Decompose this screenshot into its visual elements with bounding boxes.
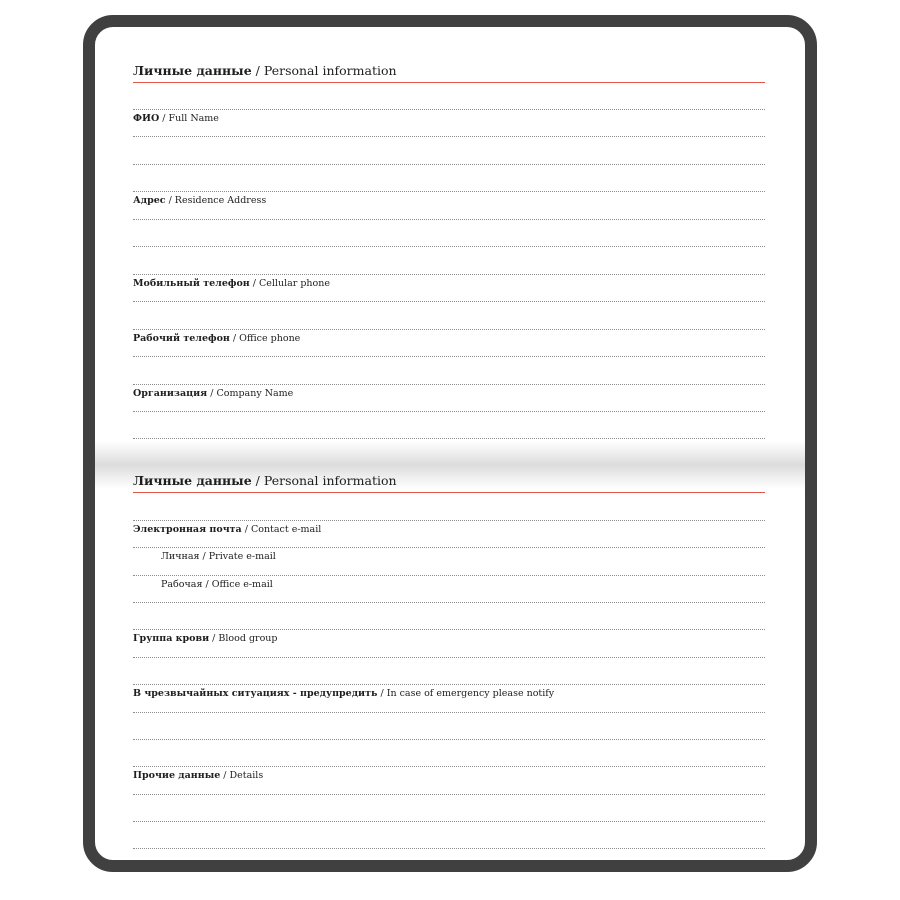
label-en: Blood group (218, 633, 278, 644)
label-separator: / (241, 524, 251, 535)
details-label (133, 770, 263, 781)
ruled-line (133, 109, 765, 110)
label-separator: / (377, 688, 387, 699)
mobile-phone-label (133, 278, 330, 289)
label-en: Office phone (239, 333, 301, 344)
office-phone-label (133, 333, 300, 344)
ruled-line (133, 629, 765, 630)
emergency-contact-label (133, 688, 554, 699)
full-name-line[interactable] (133, 136, 765, 137)
company-name-line[interactable] (133, 411, 765, 412)
label-separator: / (159, 113, 169, 124)
label-separator: / (199, 551, 209, 562)
ruled-line (133, 329, 765, 330)
details-line[interactable] (133, 794, 765, 795)
heading-en: Personal information (263, 63, 397, 78)
label-ru: ФИО (133, 113, 160, 124)
details-line-2[interactable] (133, 821, 765, 822)
address-line[interactable] (133, 219, 765, 220)
section-heading (133, 63, 397, 78)
label-en: Private e-mail (208, 551, 276, 562)
full-name-label (133, 113, 219, 124)
office-phone-line[interactable] (133, 356, 765, 357)
ruled-line (133, 684, 765, 685)
label-ru: Организация (133, 388, 208, 399)
company-name-label (133, 388, 293, 399)
blood-group-line[interactable] (133, 657, 765, 658)
notebook-page-frame (83, 15, 817, 872)
address-line-2[interactable] (133, 246, 765, 247)
label-ru: Рабочий телефон (133, 333, 230, 344)
ruled-line (133, 384, 765, 385)
label-ru: Группа крови (133, 633, 210, 644)
label-en: Details (229, 770, 264, 781)
label-en: Company Name (216, 388, 294, 399)
blood-group-label (133, 633, 278, 644)
heading-ru: Личные данные (133, 473, 252, 488)
label-separator: / (165, 195, 175, 206)
label-en: Office e-mail (211, 579, 273, 590)
label-en: Full Name (168, 113, 219, 124)
section-heading (133, 473, 397, 488)
label-ru: Прочие данные (133, 770, 221, 781)
ruled-line (133, 766, 765, 767)
ruled-line (133, 438, 765, 439)
label-separator: / (220, 770, 230, 781)
label-separator: / (209, 633, 219, 644)
label-ru: Мобильный телефон (133, 278, 250, 289)
label-separator: / (229, 333, 240, 344)
heading-separator: / (251, 63, 264, 78)
label-ru: Электронная почта (133, 524, 242, 535)
label-en: Residence Address (174, 195, 267, 206)
label-separator: / (207, 388, 217, 399)
label-ru: Личная (161, 551, 200, 562)
contact-email-label (133, 524, 321, 535)
details-line-3[interactable] (133, 848, 765, 849)
label-en: Cellular phone (259, 278, 331, 289)
label-ru: В чрезвычайных ситуациях - предупредить (133, 688, 378, 699)
private-email-label (161, 551, 276, 562)
mobile-phone-line[interactable] (133, 301, 765, 302)
label-ru: Адрес (133, 195, 166, 206)
label-separator: / (202, 579, 212, 590)
address-label (133, 195, 266, 206)
full-name-line-2[interactable] (133, 164, 765, 165)
contact-email-line[interactable] (133, 547, 765, 548)
office-email-label (161, 579, 273, 590)
heading-en: Personal information (263, 473, 397, 488)
ruled-line (133, 520, 765, 521)
emergency-contact-line[interactable] (133, 712, 765, 713)
office-email-line[interactable] (133, 602, 765, 603)
label-en: Contact e-mail (250, 524, 322, 535)
heading-underline (133, 82, 765, 83)
label-en: In case of emergency please notify (386, 688, 555, 699)
label-ru: Рабочая (161, 579, 203, 590)
heading-underline (133, 492, 765, 493)
label-separator: / (249, 278, 259, 289)
heading-separator: / (251, 473, 264, 488)
ruled-line (133, 274, 765, 275)
ruled-line (133, 191, 765, 192)
private-email-line[interactable] (133, 575, 765, 576)
heading-ru: Личные данные (133, 63, 252, 78)
emergency-contact-line-2[interactable] (133, 739, 765, 740)
